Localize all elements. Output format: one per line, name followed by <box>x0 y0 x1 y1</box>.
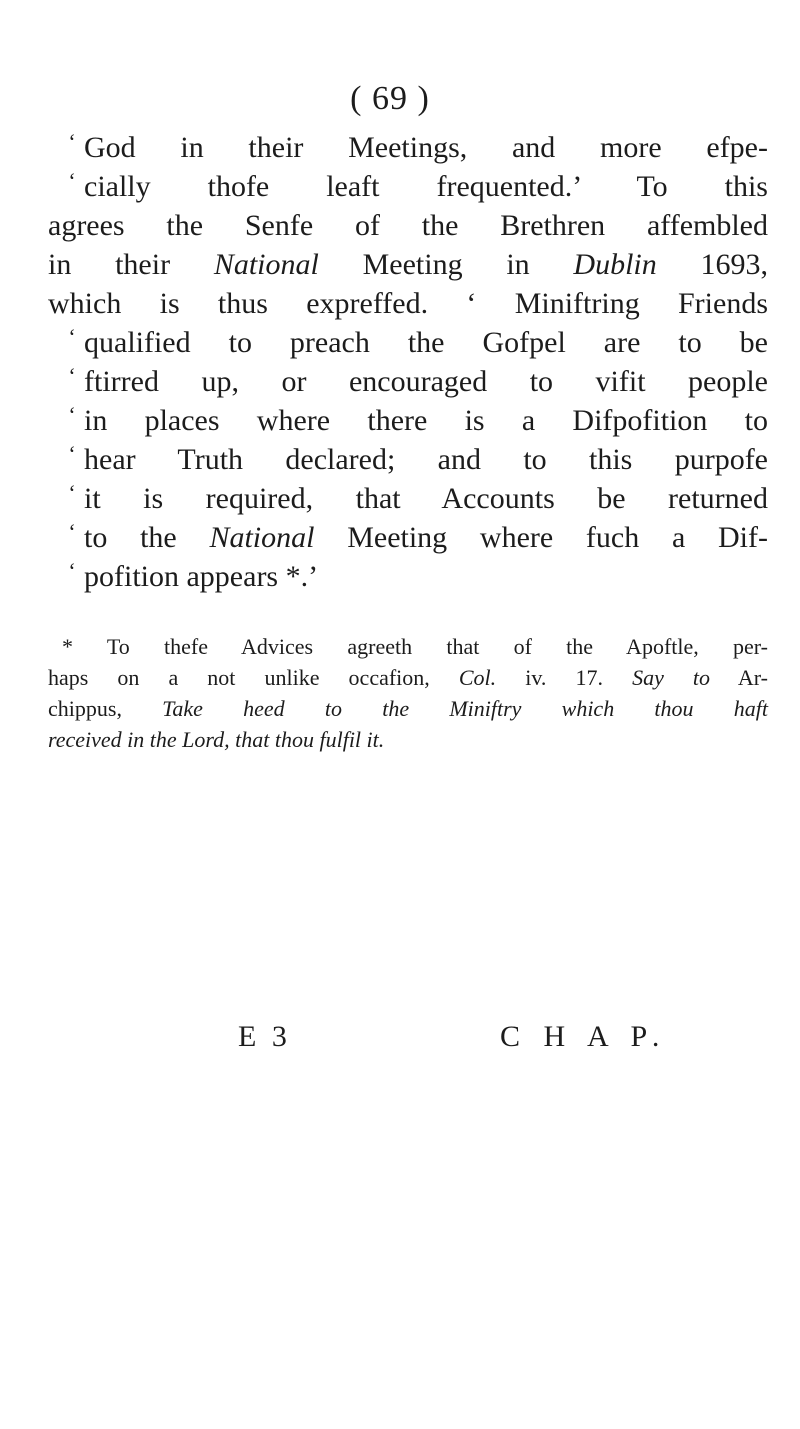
text-line <box>48 167 768 206</box>
main-text <box>48 128 768 596</box>
quote-mark: ‘ <box>68 168 76 193</box>
quote-mark: ‘ <box>68 441 76 466</box>
line-text: hear Truth declared; and to this purpofe <box>84 443 768 476</box>
quote-mark: ‘ <box>68 324 76 349</box>
page-number: ( 69 ) <box>350 80 430 117</box>
line-text-mid: Meeting in <box>318 248 574 281</box>
line-text: ftirred up, or encouraged to vifit people <box>84 365 768 398</box>
text-line <box>48 128 768 167</box>
footnote-text: haps on a not unlike occafion, <box>48 665 459 690</box>
line-text: pofition appears *.’ <box>84 560 319 593</box>
quote-mark: ‘ <box>68 558 76 583</box>
text-line <box>48 557 768 596</box>
line-text: in places where there is a Difpofition to <box>84 404 768 437</box>
quote-mark: ‘ <box>68 402 76 427</box>
footnote-line <box>48 693 768 724</box>
footnote-line: received in the Lord, that thou fulfil it. <box>48 727 385 752</box>
quote-mark: ‘ <box>68 129 76 154</box>
italic-dublin: Dublin <box>573 248 657 281</box>
text-line <box>48 362 768 401</box>
text-line <box>48 440 768 479</box>
text-line <box>48 245 768 284</box>
footnote-quote: Take heed to the Miniftry which thou haft <box>162 696 768 721</box>
text-line <box>48 206 768 245</box>
line-text: it is required, that Accounts be returned <box>84 482 768 515</box>
footnote-text: iv. 17. <box>496 665 633 690</box>
footnote-col-ref: Col. <box>458 665 497 690</box>
footnote-line <box>48 662 768 693</box>
line-text-pre: to the <box>84 521 210 554</box>
quote-mark: ‘ <box>68 519 76 544</box>
page-footer <box>0 1020 800 1060</box>
signature-mark: E 3 <box>238 1020 291 1053</box>
quote-mark: ‘ <box>68 480 76 505</box>
line-text: agrees the Senfe of the Brethren affembled <box>48 209 768 242</box>
line-text: cially thofe leaft frequented.’ To this <box>84 170 768 203</box>
line-text: which is thus expreffed. ‘ Miniftring Friends <box>48 287 768 320</box>
footnote-say-to: Say to <box>632 665 711 690</box>
line-text-post: Meeting where fuch a Dif- <box>314 521 768 554</box>
line-text <box>48 245 768 284</box>
line-text <box>84 518 768 557</box>
line-text: God in their Meetings, and more efpe- <box>84 131 768 164</box>
text-line <box>48 518 768 557</box>
footnote <box>48 631 768 755</box>
text-line <box>48 401 768 440</box>
quote-mark: ‘ <box>68 363 76 388</box>
line-text-post: 1693, <box>656 248 769 281</box>
text-line <box>48 479 768 518</box>
text-line <box>48 284 768 323</box>
catchword: C H A P. <box>500 1020 668 1053</box>
text-line <box>48 323 768 362</box>
footnote-text: Ar- <box>710 665 768 690</box>
footnote-line: * To thefe Advices agreeth that of the Apoftle, per- <box>62 634 768 659</box>
italic-national: National <box>209 521 315 554</box>
footnote-text: chippus, <box>48 696 163 721</box>
italic-national: National <box>213 248 319 281</box>
line-text-pre: in their <box>48 248 214 281</box>
line-text: qualified to preach the Gofpel are to be <box>84 326 768 359</box>
